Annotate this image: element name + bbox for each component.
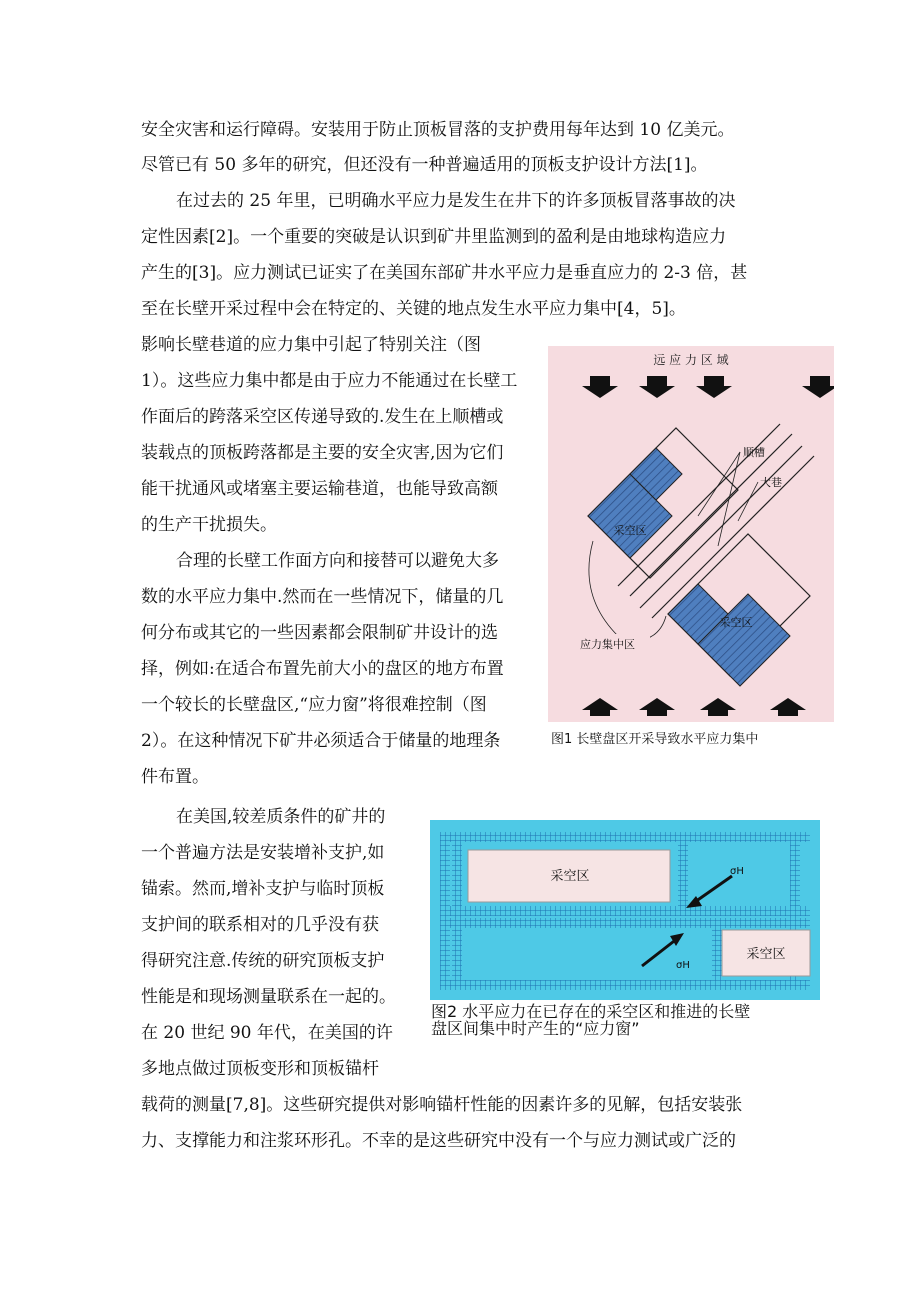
text-line: 择，例如:在适合布置先前大小的盘区的地方布置: [141, 659, 504, 679]
goaf-lower: [668, 584, 790, 686]
text-line: 锚索。然而,增补支护与临时顶板: [141, 879, 385, 899]
text-line: 件布置。: [141, 767, 209, 787]
text-line: 安全灾害和运行障碍。安装用于防止顶板冒落的支护费用每年达到 10 亿美元。: [141, 120, 735, 140]
concentration-label: 应力集中区: [580, 638, 635, 651]
text-line: 在美国,较差质条件的矿井的: [176, 807, 386, 827]
figure-1: [548, 346, 834, 722]
text-line: 能干扰通风或堵塞主要运输巷道，也能导致高额: [141, 479, 498, 499]
svg-text:采空区: 采空区: [719, 616, 753, 629]
figure-2-diagram: [430, 820, 820, 1000]
text-line: 多地点做过顶板变形和顶板锚杆: [141, 1059, 379, 1079]
text-line: 作面后的跨落采空区传递导致的.发生在上顺槽或: [141, 407, 504, 427]
svg-text:采空区: 采空区: [613, 524, 647, 537]
main-entry-label: 大巷: [760, 476, 782, 489]
text-line: 载荷的测量[7,8]。这些研究提供对影响锚杆性能的因素许多的见解，包括安装张: [141, 1095, 743, 1115]
text-line: 何分布或其它的一些因素都会限制矿井设计的选: [141, 623, 498, 643]
down-arrow-icon: [582, 376, 834, 398]
text-line: 支护间的联系相对的几乎没有获: [141, 915, 379, 935]
up-arrow-icon: [582, 698, 806, 716]
text-line: 性能是和现场测量联系在一起的。: [141, 987, 396, 1007]
text-line: 一个普遍方法是安装增补支护,如: [141, 843, 385, 863]
gateroad-label: 顺槽: [743, 446, 765, 459]
goaf-upper: [588, 448, 682, 558]
text-line: 的生产干扰损失。: [141, 515, 277, 535]
sigma-label-1: σH: [730, 866, 744, 877]
text-line: 一个较长的长壁盘区,“应力窗”将很难控制（图: [141, 695, 487, 715]
text-line: 至在长壁开采过程中会在特定的、关键的地点发生水平应力集中[4，5]。: [141, 299, 686, 319]
text-line: 影响长壁巷道的应力集中引起了特别关注（图: [141, 335, 481, 355]
text-line: 装载点的顶板跨落都是主要的安全灾害,因为它们: [141, 443, 504, 463]
text-line: 定性因素[2]。一个重要的突破是认识到矿井里监测到的盈利是由地球构造应力: [141, 227, 727, 247]
text-line: 尽管已有 50 多年的研究，但还没有一种普遍适用的顶板支护设计方法[1]。: [141, 155, 708, 175]
figure-2-caption-line-1: 图2 水平应力在已存在的采空区和推进的长壁: [431, 1002, 751, 1021]
text-line: 2）。在这种情况下矿井必须适合于储量的地理条: [141, 731, 501, 751]
text-line: 数的水平应力集中.然而在一些情况下，储量的几: [141, 587, 504, 607]
figure-2-caption: [431, 1003, 750, 1037]
text-line: 在 20 世纪 90 年代，在美国的许: [141, 1023, 393, 1043]
text-line: 力、支撑能力和注浆环形孔。不幸的是这些研究中没有一个与应力测试或广泛的: [141, 1131, 736, 1151]
sigma-label-2: σH: [676, 960, 690, 971]
text-line: 合理的长壁工作面方向和接替可以避免大多: [176, 551, 499, 571]
text-line: 在过去的 25 年里，已明确水平应力是发生在井下的许多顶板冒落事故的决: [176, 191, 736, 211]
figure-2-caption-line-2: 盘区间集中时产生的“应力窗”: [431, 1019, 640, 1038]
figure-1-caption: 图1 长壁盘区开采导致水平应力集中: [551, 732, 759, 747]
far-stress-label: 远 应 力 区 域: [653, 353, 729, 367]
figure-2: [430, 820, 820, 1000]
text-line: 产生的[3]。应力测试已证实了在美国东部矿井水平应力是垂直应力的 2-3 倍，甚: [141, 263, 748, 283]
goaf-label-2: 采空区: [746, 947, 786, 962]
text-line: 1）。这些应力集中都是由于应力不能通过在长壁工: [141, 371, 518, 391]
figure-1-diagram: [548, 346, 834, 722]
goaf-label-1: 采空区: [550, 869, 590, 884]
text-line: 得研究注意.传统的研究顶板支护: [141, 951, 385, 971]
